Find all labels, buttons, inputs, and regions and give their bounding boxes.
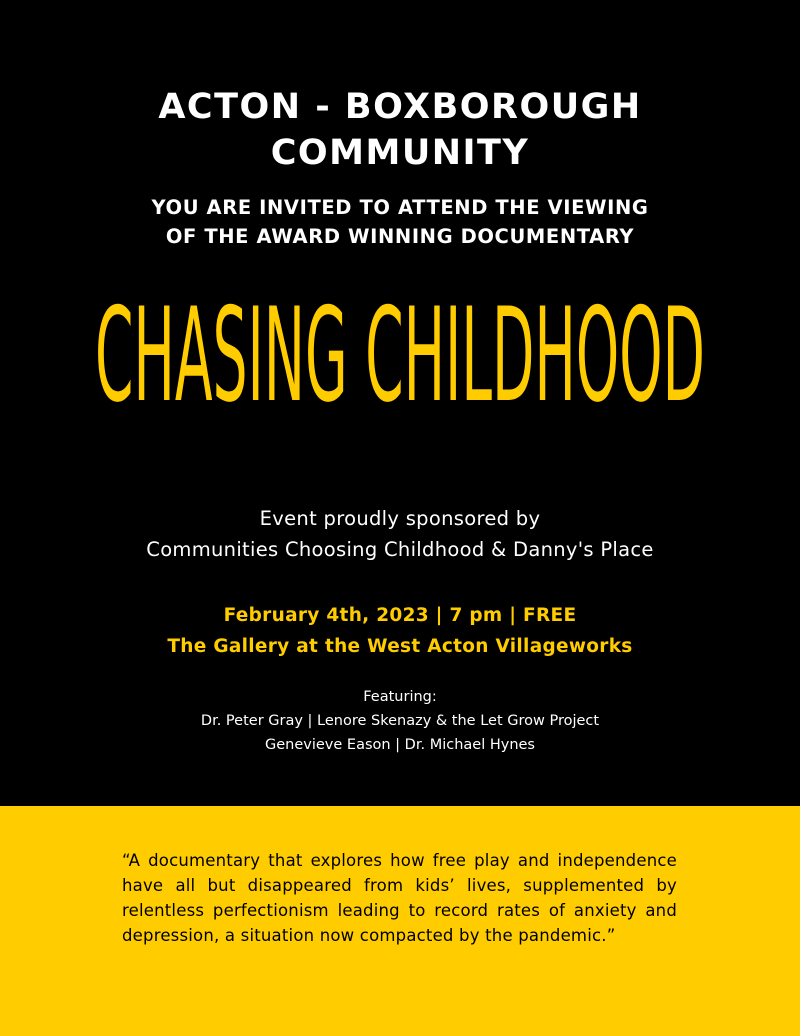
- documentary-title-text: CHASING CHILDHOOD: [95, 300, 706, 432]
- community-heading: [0, 84, 800, 176]
- community-heading-line1: ACTON - BOXBOROUGH: [158, 87, 642, 127]
- event-details: [0, 600, 800, 662]
- sponsor-intro: Event proudly sponsored by: [259, 507, 541, 530]
- featuring-block: [0, 685, 800, 757]
- sponsor-block: [0, 503, 800, 565]
- event-venue: The Gallery at the West Acton Villageworks: [167, 636, 633, 657]
- featuring-line2: Genevieve Eason | Dr. Michael Hynes: [265, 737, 535, 753]
- invitation-heading: [0, 193, 800, 251]
- community-heading-line2: COMMUNITY: [270, 133, 530, 173]
- featuring-line1: Dr. Peter Gray | Lenore Skenazy & the Let Grow Project: [200, 713, 600, 729]
- event-date-time: February 4th, 2023 | 7 pm | FREE: [223, 605, 577, 626]
- invitation-line1: YOU ARE INVITED TO ATTEND THE VIEWING: [151, 196, 649, 219]
- invitation-line2: OF THE AWARD WINNING DOCUMENTARY: [165, 225, 635, 248]
- documentary-quote: “A documentary that explores how free play and independence have all but disappeared from kids’ lives, supplemented by relentless perfectionism leading to record rates of anxiety and depression, a situation now compacted by the pandemic.”: [122, 851, 677, 945]
- documentary-title-svg: [0, 300, 800, 440]
- sponsor-names: Communities Choosing Childhood & Danny's Place: [146, 538, 654, 561]
- documentary-title: [0, 300, 800, 440]
- featuring-label: Featuring:: [363, 689, 437, 705]
